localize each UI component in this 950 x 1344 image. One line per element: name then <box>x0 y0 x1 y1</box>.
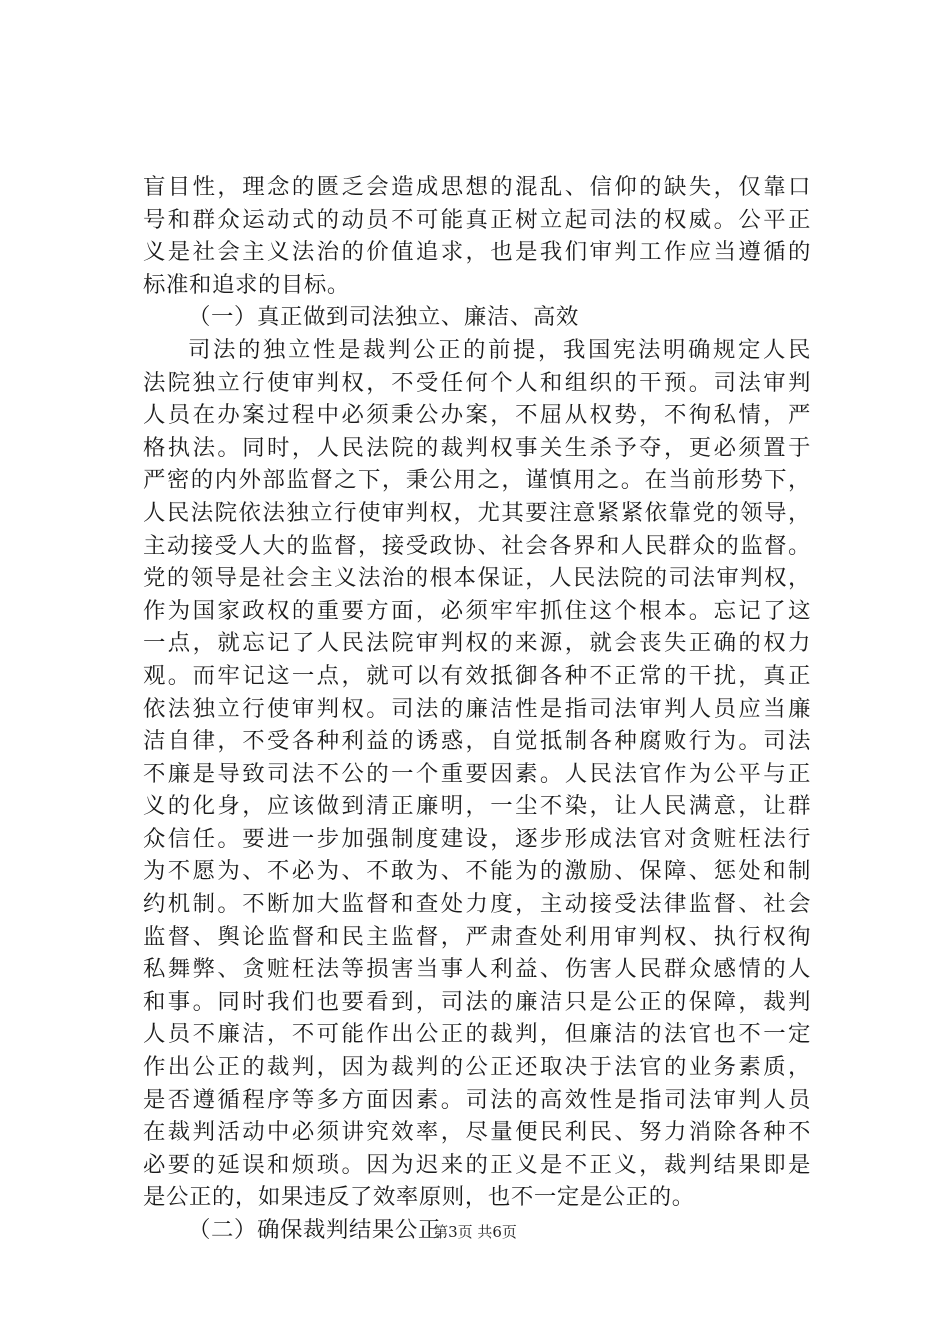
section-heading: （二）确保裁判结果公正 <box>188 1217 441 1243</box>
text-line: 是公正的，如果违反了效率原则，也不一定是公正的。 <box>143 1184 695 1211</box>
text-line: 洁自律，不受各种利益的诱惑，自觉抵制各种腐败行为。司法 <box>143 728 811 755</box>
text-line: 和事。同时我们也要看到，司法的廉洁只是公正的保障，裁判 <box>143 988 811 1015</box>
text-line: 人民法院依法独立行使审判权，尤其要注意紧紧依靠党的领导， <box>143 499 811 526</box>
page-footer <box>0 1221 950 1242</box>
text-line: 作为国家政权的重要方面，必须牢牢抓住这个根本。忘记了这 <box>143 597 811 624</box>
text-line: 人员不廉洁，不可能作出公正的裁判，但廉洁的法官也不一定 <box>143 1021 811 1048</box>
text-line: 为不愿为、不必为、不敢为、不能为的激励、保障、惩处和制 <box>143 858 811 885</box>
text-line: 义的化身，应该做到清正廉明，一尘不染，让人民满意，让群 <box>143 793 811 820</box>
text-line: 司法的独立性是裁判公正的前提，我国宪法明确规定人民 <box>188 336 811 363</box>
text-line: 观。而牢记这一点，就可以有效抵御各种不正常的干扰，真正 <box>143 662 811 689</box>
text-line: 必要的延误和烦琐。因为迟来的正义是不正义，裁判结果即是 <box>143 1151 811 1178</box>
text-line: 主动接受人大的监督，接受政协、社会各界和人民群众的监督。 <box>143 532 811 559</box>
text-line: 众信任。要进一步加强制度建设，逐步形成法官对贪赃枉法行 <box>143 825 811 852</box>
text-line: 是否遵循程序等多方面因素。司法的高效性是指司法审判人员 <box>143 1086 811 1113</box>
text-line: 不廉是导致司法不公的一个重要因素。人民法官作为公平与正 <box>143 760 811 787</box>
text-line: 约机制。不断加大监督和查处力度，主动接受法律监督、社会 <box>143 891 811 918</box>
text-line: 号和群众运动式的动员不可能真正树立起司法的权威。公平正 <box>143 206 811 233</box>
section-heading: （一）真正做到司法独立、廉洁、高效 <box>188 304 579 331</box>
text-line: 一点，就忘记了人民法院审判权的来源，就会丧失正确的权力 <box>143 630 811 657</box>
text-line: 在裁判活动中必须讲究效率，尽量便民利民、努力消除各种不 <box>143 1119 811 1146</box>
text-line: 监督、舆论监督和民主监督，严肃查处利用审判权、执行权徇 <box>143 923 811 950</box>
text-line: 依法独立行使审判权。司法的廉洁性是指司法审判人员应当廉 <box>143 695 811 722</box>
text-line: 格执法。同时，人民法院的裁判权事关生杀予夺，更必须置于 <box>143 434 811 461</box>
text-line: 标准和追求的目标。 <box>143 271 350 298</box>
text-line: 盲目性，理念的匮乏会造成思想的混乱、信仰的缺失，仅靠口 <box>143 174 811 200</box>
text-line: 私舞弊、贪赃枉法等损害当事人利益、伤害人民群众感情的人 <box>143 956 811 983</box>
body-text <box>143 171 811 1247</box>
text-line: 法院独立行使审判权，不受任何个人和组织的干预。司法审判 <box>143 369 811 396</box>
text-line: 人员在办案过程中必须秉公办案，不屈从权势，不徇私情，严 <box>143 402 811 429</box>
text-line: 义是社会主义法治的价值追求，也是我们审判工作应当遵循的 <box>143 239 811 266</box>
text-line: 作出公正的裁判，因为裁判的公正还取决于法官的业务素质， <box>143 1054 811 1081</box>
text-line: 严密的内外部监督之下，秉公用之，谨慎用之。在当前形势下， <box>143 467 811 494</box>
page-number: 第3页 共6页 <box>433 1223 517 1241</box>
text-line: 党的领导是社会主义法治的根本保证，人民法院的司法审判权， <box>143 565 811 592</box>
